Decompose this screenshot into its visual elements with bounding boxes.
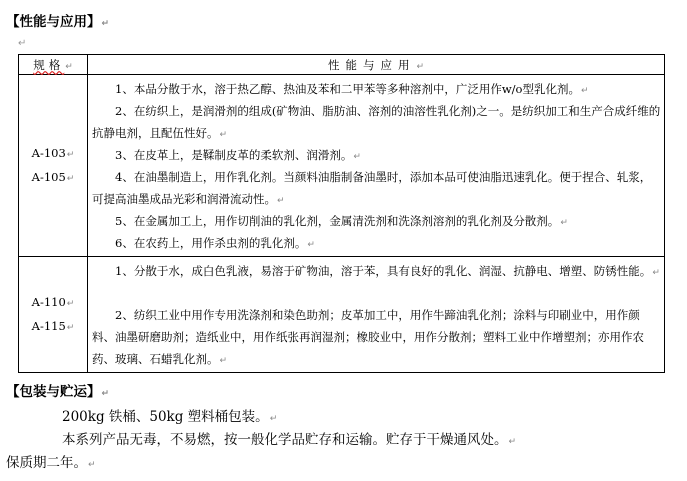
spec-code-cell xyxy=(19,75,88,257)
shelf-life-line: 保质期二年。↵ xyxy=(6,455,96,471)
section-title-properties xyxy=(6,10,109,30)
header-spec-cell xyxy=(19,55,88,75)
spec-table xyxy=(18,54,665,373)
paragraph-mark-icon: ↵ xyxy=(560,218,568,228)
paragraph-mark-icon: ↵ xyxy=(66,298,75,309)
use-description-cell xyxy=(88,257,665,373)
table-row xyxy=(19,257,665,373)
paragraph-mark-icon: ↵ xyxy=(652,268,660,278)
use-description-cell xyxy=(88,75,665,257)
paragraph-mark-icon: ↵ xyxy=(66,173,75,184)
paragraph-mark-icon: ↵ xyxy=(101,19,110,29)
use-paragraph: 1、分散于水，成白色乳液，易溶于矿物油，溶于苯，具有良好的乳化、润湿、抗静电、增塑、防锈性能。↵ xyxy=(115,264,660,278)
paragraph-mark-icon: ↵ xyxy=(508,437,517,447)
spec-code: A-115 xyxy=(31,318,66,333)
use-paragraph: 2、在纺织上，是润滑剂的组成(矿物油、脂肪油、溶剂的油溶性乳化剂)之一。是纺织加工和生产合成纤维的抗静电剂，且配伍性好。↵ xyxy=(92,104,661,140)
header-use-cell xyxy=(88,55,665,75)
spec-code: A-103 xyxy=(31,145,66,160)
storage-line: 本系列产品无毒，不易燃，按一般化学品贮存和运输。贮存于干燥通风处。↵ xyxy=(62,432,517,448)
paragraph-mark-icon: ↵ xyxy=(66,149,75,160)
paragraph-mark-icon: ↵ xyxy=(65,61,73,72)
header-spec-label: 规格 xyxy=(33,57,65,72)
paragraph-mark-icon: ↵ xyxy=(277,196,285,206)
use-paragraph: 2、纺织工业中用作专用洗涤剂和染色助剂；皮革加工中，用作牛蹄油乳化剂；涂料与印刷业中，用作颜料、油墨研磨助剂；造纸业中，用作纸张再润湿剂；橡胶业中，用作分散剂；塑料工业中作增塑剂；亦用作农药、玻璃、石蜡乳化剂。↵ xyxy=(92,308,644,366)
use-paragraph: 6、在农药上，用作杀虫剂的乳化剂。↵ xyxy=(115,236,315,250)
section-title-packaging-text: 【包装与贮运】 xyxy=(6,384,101,400)
paragraph-mark-icon: ↵ xyxy=(269,414,278,424)
paragraph-mark-icon: ↵ xyxy=(580,86,589,96)
table-header-row xyxy=(19,55,665,75)
paragraph-mark-icon: ↵ xyxy=(219,356,228,366)
paragraph-mark-icon: ↵ xyxy=(307,240,315,250)
paragraph-mark-icon: ↵ xyxy=(101,389,110,399)
packaging-line: 200kg 铁桶、50kg 塑料桶包装。↵ xyxy=(62,409,278,425)
paragraph-mark-icon: ↵ xyxy=(219,130,228,140)
spec-code: A-110 xyxy=(31,294,66,309)
use-paragraph: 4、在油墨制造上，用作乳化剂。当颜料油脂制备油墨时，添加本品可使油脂迅速乳化。便于捏合、轧浆，可提高油墨成品光彩和润滑流动性。↵ xyxy=(92,170,652,206)
paragraph-mark-icon: ↵ xyxy=(353,152,361,162)
use-paragraph: 3、在皮革上，是鞣制皮革的柔软剂、润滑剂。↵ xyxy=(115,148,361,162)
header-use-label: 性能与应用 xyxy=(327,57,416,72)
paragraph-mark-icon: ↵ xyxy=(66,322,75,333)
paragraph-mark-icon: ↵ xyxy=(416,61,425,72)
paragraph-mark-icon: ↵ xyxy=(88,460,96,470)
use-paragraph: 5、在金属加工上，用作切削油的乳化剂，金属清洗剂和洗涤剂溶剂的乳化剂及分散剂。↵ xyxy=(115,214,568,228)
spec-code: A-105 xyxy=(31,169,66,184)
table-row xyxy=(19,75,665,257)
section-title-properties-text: 【性能与应用】 xyxy=(6,14,101,30)
spec-code-cell xyxy=(19,257,88,373)
use-paragraph: 1、本品分散于水，溶于热乙醇、热油及苯和二甲苯等多种溶剂中，广泛用作w/o型乳化剂。↵ xyxy=(115,82,589,96)
paragraph-mark-icon: ↵ xyxy=(18,38,27,49)
section-title-packaging xyxy=(6,380,109,400)
